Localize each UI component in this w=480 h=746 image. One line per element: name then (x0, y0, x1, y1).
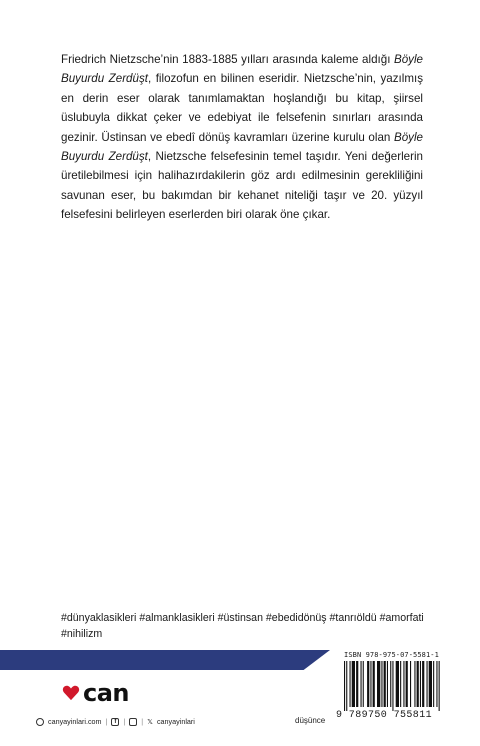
barcode-bar (390, 661, 391, 707)
logo-wordmark: can (83, 679, 130, 707)
website-link[interactable]: canyayinlari.com (48, 717, 102, 726)
barcode-bar (381, 661, 382, 707)
blurb-text-1: Friedrich Nietzsche’nin 1883-1885 yılları arasında kaleme aldığı (61, 53, 394, 66)
separator: | (123, 717, 126, 726)
back-cover-blurb (61, 50, 423, 225)
barcode-bar (427, 661, 428, 707)
publisher-footer (36, 717, 195, 726)
barcode-bar (363, 661, 364, 707)
barcode-bar (420, 661, 421, 707)
separator: | (141, 717, 144, 726)
barcode-bar (352, 661, 355, 707)
isbn-label: ISBN 978-975-07-5581-1 (344, 651, 439, 659)
barcode-bar (433, 661, 434, 707)
blurb-text-3: , Nietzsche felsefesinin temel taşıdır. Yeni değerlerin üretilebilmesi için halihazırdakilerin göz ardı edilmesinin gerekliliğini savunan eser, bu bakımdan bir kehanet niteliği taşır ve 20. yüzyıl felsefesini belirleyen eserlerden biri olarak öne çıkar. (61, 150, 424, 222)
barcode-bar (396, 661, 399, 707)
barcode-bar (400, 661, 401, 707)
barcode-bar (414, 661, 415, 707)
x-icon[interactable]: 𝕏 (147, 717, 153, 726)
barcode-bar (406, 661, 408, 707)
publisher-logo (62, 681, 129, 705)
barcode-bar (373, 661, 375, 707)
globe-icon (36, 718, 44, 726)
separator: | (105, 717, 108, 726)
barcode-bar (361, 661, 362, 707)
heart-icon (62, 685, 80, 701)
book-title-2: Böyle Buyurdu Zerdüşt (61, 130, 423, 164)
barcode-bar (429, 661, 432, 707)
isbn-digits: 9 789750 755811 (336, 710, 433, 721)
barcode-bar (439, 661, 440, 711)
barcode-bar (392, 661, 393, 711)
barcode-bar (422, 661, 424, 707)
barcode-bar (403, 661, 404, 707)
barcode-bar (387, 661, 388, 707)
book-title-1: Böyle Buyurdu Zerdüşt (61, 53, 423, 86)
isbn-barcode-block (336, 651, 448, 722)
barcode-bar (436, 661, 437, 707)
blurb-text-2: , filozofun en bilinen eseridir. Nietzsche’nin, yazılmış en derin eser olarak tanımlamaktan hoşlandığı bu kitap, şiirsel üslubuyla dikkat çeker ve edebiyat ile felsefenin sınırları arasında gezinir. Üstinsan ve ebedî dönüş kavramları üzerine kurulu olan (61, 72, 423, 144)
barcode-bar (367, 661, 369, 707)
barcode-bar (350, 661, 351, 707)
category-label: düşünce (295, 716, 326, 725)
instagram-icon[interactable] (129, 718, 137, 726)
blue-band (0, 650, 330, 670)
blurb-paragraph (61, 50, 423, 225)
barcode-bar (384, 661, 386, 707)
barcode-bar (417, 661, 419, 707)
barcode-bar (370, 661, 371, 707)
facebook-icon[interactable]: f (111, 718, 119, 726)
social-handle: canyayinlari (156, 717, 195, 726)
barcode-bar (377, 661, 380, 707)
barcode-bar (344, 661, 345, 711)
barcode (336, 661, 448, 711)
barcode-bar (410, 661, 411, 707)
barcode-bar (356, 661, 358, 707)
hashtags: #dünyaklasikleri #almanklasikleri #üstinsan #ebedidönüş #tanrıöldü #amorfati #nihilizm (61, 612, 424, 640)
barcode-bar (346, 661, 347, 711)
